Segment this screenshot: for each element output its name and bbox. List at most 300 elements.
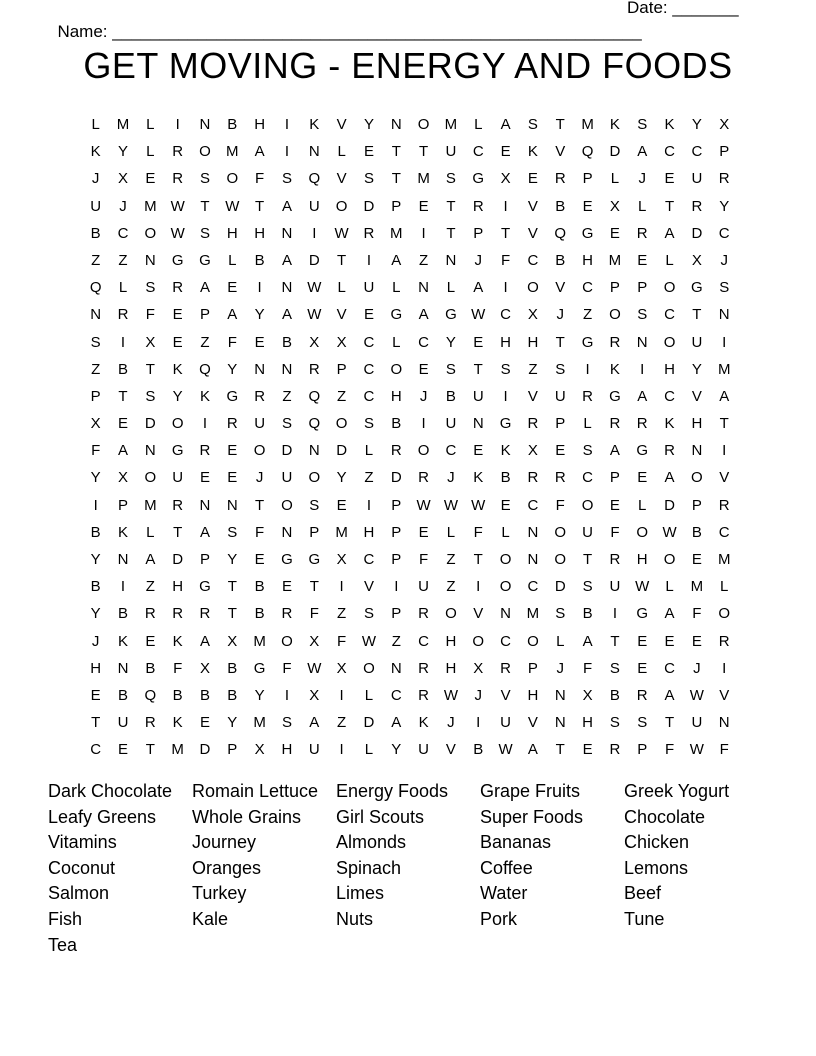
- grid-letter: F: [255, 523, 265, 541]
- grid-letter: B: [609, 686, 620, 704]
- grid-letter: L: [118, 279, 128, 297]
- grid-letter: U: [418, 578, 430, 596]
- grid-letter: O: [663, 551, 676, 568]
- grid-letter: B: [555, 197, 566, 215]
- grid-letter: K: [609, 360, 620, 378]
- grid-letter: M: [526, 605, 540, 623]
- grid-letter: P: [691, 496, 702, 514]
- grid-letter: K: [664, 415, 675, 433]
- grid-letter: U: [117, 714, 129, 732]
- grid-letter: C: [418, 333, 430, 351]
- grid-letter: E: [691, 551, 702, 568]
- grid-letter: T: [91, 714, 101, 732]
- grid-letter: I: [503, 279, 508, 297]
- grid-letter: X: [309, 632, 320, 650]
- grid-letter: F: [719, 741, 729, 759]
- grid-letter: L: [146, 523, 155, 541]
- grid-letter: T: [664, 197, 675, 215]
- word-list-item: Oranges: [192, 857, 262, 878]
- grid-letter: W: [635, 578, 650, 596]
- grid-letter: E: [691, 632, 702, 650]
- grid-letter: M: [144, 197, 157, 215]
- name-field-label: Name: ________________________________________________________: [57, 22, 642, 41]
- grid-letter: C: [527, 496, 539, 514]
- grid-letter: B: [582, 605, 593, 623]
- grid-letter: Y: [391, 741, 402, 759]
- grid-letter: P: [199, 551, 210, 568]
- grid-letter: V: [555, 279, 566, 297]
- grid-letter: B: [199, 686, 210, 704]
- grid-letter: W: [416, 496, 431, 514]
- grid-letter: L: [720, 578, 729, 596]
- grid-letter: K: [199, 387, 210, 405]
- grid-letter: Q: [308, 387, 321, 405]
- grid-letter: Z: [118, 251, 128, 269]
- grid-letter: W: [225, 197, 240, 215]
- grid-letter: X: [473, 659, 484, 677]
- grid-letter: N: [281, 360, 293, 378]
- grid-row: [82, 575, 738, 602]
- grid-letter: Y: [227, 551, 238, 568]
- grid-row: [82, 738, 738, 765]
- grid-letter: X: [145, 333, 156, 351]
- grid-letter: J: [474, 251, 482, 269]
- grid-letter: T: [501, 224, 511, 242]
- grid-letter: L: [556, 632, 565, 650]
- grid-letter: U: [582, 523, 593, 541]
- grid-letter: N: [281, 224, 293, 242]
- grid-letter: R: [609, 333, 621, 351]
- grid-letter: I: [612, 605, 617, 623]
- grid-letter: W: [689, 741, 704, 759]
- grid-letter: P: [90, 387, 101, 405]
- grid-row: [82, 331, 738, 358]
- grid-letter: P: [391, 551, 402, 568]
- grid-letter: C: [363, 360, 375, 378]
- grid-letter: R: [172, 143, 184, 161]
- grid-letter: P: [637, 279, 648, 297]
- grid-letter: L: [638, 496, 647, 514]
- grid-letter: E: [254, 333, 265, 351]
- grid-letter: O: [581, 496, 594, 514]
- grid-letter: N: [90, 306, 102, 324]
- grid-letter: J: [255, 469, 264, 487]
- grid-letter: L: [364, 741, 374, 759]
- grid-letter: E: [473, 333, 484, 351]
- grid-letter: B: [117, 686, 128, 704]
- grid-letter: R: [500, 659, 511, 677]
- grid-row: [82, 602, 738, 629]
- grid-letter: I: [585, 360, 590, 378]
- grid-letter: R: [172, 605, 184, 623]
- grid-letter: N: [418, 279, 430, 297]
- grid-letter: A: [418, 306, 429, 324]
- grid-letter: N: [390, 659, 402, 677]
- grid-letter: W: [334, 224, 349, 242]
- grid-letter: J: [720, 251, 728, 269]
- grid-letter: C: [664, 306, 675, 324]
- grid-letter: B: [172, 686, 183, 704]
- grid-letter: E: [418, 197, 429, 215]
- grid-letter: S: [281, 714, 292, 732]
- word-list-item: Energy Foods: [336, 781, 449, 801]
- grid-letter: E: [117, 741, 128, 759]
- grid-letter: E: [609, 496, 620, 514]
- grid-letter: O: [718, 605, 731, 623]
- word-list-item: Girl Scouts: [336, 806, 425, 827]
- grid-letter: S: [637, 714, 648, 732]
- grid-letter: T: [610, 632, 620, 650]
- grid-letter: W: [307, 306, 322, 324]
- grid-letter: K: [117, 632, 128, 650]
- grid-letter: O: [144, 469, 157, 487]
- grid-letter: O: [281, 632, 293, 650]
- grid-letter: B: [117, 605, 128, 623]
- grid-letter: X: [117, 469, 128, 487]
- grid-letter: T: [309, 578, 319, 596]
- grid-letter: S: [445, 170, 456, 188]
- grid-letter: V: [336, 116, 347, 133]
- grid-letter: C: [691, 143, 703, 161]
- grid-letter: R: [172, 170, 184, 188]
- grid-letter: A: [227, 306, 238, 324]
- grid-letter: K: [309, 116, 320, 133]
- grid-letter: S: [309, 496, 320, 514]
- grid-letter: H: [582, 251, 593, 269]
- grid-letter: L: [364, 442, 374, 460]
- grid-letter: O: [417, 442, 430, 460]
- grid-letter: E: [500, 143, 511, 161]
- grid-letter: E: [637, 469, 648, 487]
- grid-letter: F: [419, 551, 429, 568]
- grid-letter: I: [339, 741, 344, 759]
- word-list-item: Nuts: [336, 908, 374, 929]
- grid-letter: G: [581, 333, 594, 351]
- grid-letter: L: [665, 578, 674, 596]
- grid-letter: S: [145, 279, 156, 297]
- grid-letter: B: [227, 659, 238, 677]
- grid-row: [82, 494, 738, 521]
- grid-letter: B: [391, 415, 402, 433]
- grid-letter: O: [144, 224, 157, 242]
- grid-letter: W: [361, 632, 377, 650]
- grid-letter: G: [691, 279, 703, 297]
- word-list-item: Grape Fruits: [480, 781, 581, 801]
- grid-row: [82, 630, 738, 657]
- grid-letter: M: [335, 523, 348, 541]
- grid-row: [82, 412, 738, 439]
- grid-letter: Z: [200, 333, 210, 351]
- grid-letter: W: [498, 741, 513, 759]
- grid-letter: A: [391, 714, 402, 732]
- grid-letter: T: [555, 741, 565, 759]
- grid-letter: A: [637, 143, 648, 161]
- grid-letter: G: [199, 251, 211, 269]
- grid-letter: K: [172, 360, 183, 378]
- grid-letter: W: [307, 659, 322, 677]
- grid-letter: I: [120, 578, 126, 596]
- grid-letter: S: [500, 360, 511, 378]
- grid-letter: A: [664, 224, 675, 242]
- grid-letter: C: [527, 578, 539, 596]
- grid-letter: E: [199, 714, 210, 732]
- grid-letter: T: [200, 197, 210, 215]
- grid-letter: A: [145, 551, 156, 568]
- grid-letter: U: [363, 279, 375, 297]
- grid-letter: D: [554, 578, 566, 596]
- grid-letter: A: [199, 279, 210, 297]
- grid-letter: S: [227, 523, 238, 541]
- grid-letter: E: [90, 686, 101, 704]
- grid-letter: P: [309, 523, 320, 541]
- grid-letter: V: [473, 605, 484, 623]
- grid-letter: Q: [554, 224, 567, 242]
- grid-letter: B: [90, 578, 101, 596]
- grid-letter: G: [171, 442, 184, 460]
- grid-letter: F: [309, 605, 319, 623]
- grid-letter: R: [527, 415, 539, 433]
- grid-letter: I: [312, 224, 317, 242]
- grid-letter: E: [418, 523, 429, 541]
- grid-letter: Z: [391, 632, 401, 650]
- grid-letter: O: [609, 306, 621, 324]
- grid-letter: T: [446, 224, 456, 242]
- grid-letter: X: [199, 659, 210, 677]
- grid-letter: F: [555, 496, 565, 514]
- grid-letter: E: [637, 659, 648, 677]
- grid-letter: J: [447, 714, 455, 732]
- grid-letter: B: [254, 605, 265, 623]
- grid-letter: J: [693, 659, 701, 677]
- grid-letter: I: [366, 251, 372, 269]
- grid-letter: W: [170, 224, 185, 242]
- grid-letter: L: [610, 170, 620, 188]
- grid-letter: R: [718, 632, 730, 650]
- grid-letter: W: [307, 279, 322, 297]
- grid-letter: O: [171, 415, 184, 433]
- grid-letter: E: [117, 415, 128, 433]
- grid-letter: I: [120, 333, 126, 351]
- grid-letter: H: [691, 415, 703, 433]
- grid-letter: B: [227, 686, 238, 704]
- grid-letter: S: [145, 387, 156, 405]
- grid-letter: Y: [90, 605, 101, 623]
- grid-letter: R: [718, 496, 730, 514]
- grid-letter: M: [717, 360, 731, 378]
- grid-letter: O: [335, 415, 348, 433]
- grid-letter: E: [555, 442, 566, 460]
- grid-letter: R: [609, 551, 621, 568]
- grid-letter: E: [254, 551, 265, 568]
- grid-letter: L: [337, 143, 346, 161]
- grid-letter: M: [253, 632, 266, 650]
- grid-letter: A: [664, 686, 675, 704]
- grid-letter: E: [363, 306, 374, 324]
- grid-letter: I: [394, 578, 399, 596]
- grid-letter: P: [227, 741, 238, 759]
- grid-letter: H: [582, 714, 593, 732]
- grid-letter: O: [554, 523, 567, 541]
- grid-letter: Z: [582, 306, 593, 324]
- word-list-item: Water: [480, 883, 528, 904]
- grid-letter: X: [309, 333, 320, 351]
- grid-letter: D: [363, 197, 375, 215]
- grid-letter: U: [691, 333, 703, 351]
- grid-letter: O: [691, 469, 703, 487]
- grid-letter: K: [90, 143, 101, 161]
- grid-letter: J: [638, 170, 646, 188]
- grid-row: [82, 113, 738, 140]
- grid-letter: X: [336, 333, 347, 351]
- grid-letter: R: [418, 686, 430, 704]
- word-list-item: Lemons: [624, 857, 689, 878]
- grid-letter: A: [473, 279, 484, 297]
- grid-letter: R: [418, 605, 430, 623]
- grid-letter: X: [227, 632, 238, 650]
- grid-letter: G: [390, 306, 403, 324]
- grid-letter: Z: [364, 469, 374, 487]
- grid-letter: I: [640, 360, 645, 378]
- grid-letter: Y: [254, 686, 265, 704]
- grid-letter: S: [281, 415, 292, 433]
- word-list-item: Super Foods: [480, 806, 584, 827]
- grid-letter: X: [309, 686, 320, 704]
- grid-letter: S: [719, 279, 730, 297]
- grid-letter: N: [718, 306, 730, 324]
- grid-letter: M: [171, 741, 184, 759]
- grid-letter: Q: [89, 279, 102, 297]
- grid-letter: O: [527, 279, 539, 297]
- grid-letter: H: [445, 659, 457, 677]
- grid-letter: A: [281, 306, 292, 324]
- grid-letter: T: [337, 251, 347, 269]
- grid-letter: R: [554, 170, 566, 188]
- grid-letter: T: [419, 143, 429, 161]
- grid-letter: U: [418, 741, 430, 759]
- grid-letter: S: [363, 170, 374, 188]
- grid-letter: C: [718, 523, 730, 541]
- grid-row: [82, 195, 738, 222]
- grid-letter: D: [609, 143, 621, 161]
- grid-letter: I: [476, 714, 481, 732]
- grid-letter: F: [337, 632, 347, 650]
- grid-letter: G: [226, 387, 239, 405]
- grid-letter: M: [581, 116, 594, 133]
- grid-letter: G: [636, 442, 649, 460]
- grid-letter: N: [691, 442, 703, 460]
- grid-letter: H: [363, 523, 375, 541]
- word-list-item: Turkey: [192, 883, 247, 904]
- grid-letter: T: [227, 605, 237, 623]
- grid-letter: O: [335, 197, 348, 215]
- grid-letter: E: [500, 496, 511, 514]
- grid-letter: L: [364, 686, 374, 704]
- grid-letter: P: [391, 605, 402, 623]
- grid-letter: Y: [363, 116, 374, 133]
- grid-row: [82, 249, 738, 276]
- grid-letter: P: [609, 279, 620, 297]
- grid-letter: N: [144, 251, 156, 269]
- grid-letter: Y: [719, 197, 730, 215]
- grid-letter: P: [637, 741, 648, 759]
- grid-letter: S: [363, 605, 374, 623]
- grid-letter: I: [476, 578, 481, 596]
- grid-letter: V: [527, 714, 538, 732]
- grid-letter: T: [391, 143, 401, 161]
- grid-letter: E: [609, 224, 620, 242]
- grid-letter: I: [722, 442, 727, 460]
- grid-letter: T: [719, 415, 729, 433]
- page-title: GET MOVING - ENERGY AND FOODS: [83, 45, 733, 86]
- grid-letter: R: [226, 415, 238, 433]
- grid-letter: W: [471, 496, 486, 514]
- grid-letter: C: [527, 251, 539, 269]
- grid-letter: H: [527, 333, 539, 351]
- grid-letter: D: [144, 415, 156, 433]
- grid-letter: Y: [90, 469, 101, 487]
- word-row: [48, 933, 768, 959]
- grid-letter: I: [93, 496, 98, 514]
- grid-letter: R: [418, 659, 430, 677]
- grid-letter: H: [254, 116, 266, 133]
- grid-row: [82, 385, 738, 412]
- grid-letter: C: [472, 143, 484, 161]
- grid-letter: Y: [117, 143, 128, 161]
- grid-letter: X: [336, 551, 347, 568]
- grid-letter: W: [443, 686, 459, 704]
- grid-letter: R: [718, 170, 730, 188]
- grid-letter: M: [717, 551, 731, 568]
- grid-letter: T: [692, 306, 702, 324]
- grid-letter: O: [499, 551, 512, 568]
- grid-letter: C: [664, 143, 675, 161]
- grid-letter: G: [499, 415, 512, 433]
- grid-letter: F: [173, 659, 183, 677]
- grid-letter: V: [445, 741, 456, 759]
- grid-letter: C: [500, 306, 511, 324]
- grid-letter: S: [527, 116, 538, 133]
- grid-letter: N: [308, 143, 320, 161]
- grid-letter: B: [691, 523, 702, 541]
- grid-row: [82, 711, 738, 738]
- word-list-item: Almonds: [336, 832, 407, 853]
- grid-letter: P: [199, 306, 210, 324]
- grid-letter: B: [500, 469, 511, 487]
- date-field-label: Date: _______: [627, 0, 739, 17]
- grid-letter: R: [636, 224, 648, 242]
- grid-letter: L: [446, 279, 456, 297]
- word-row: [48, 856, 768, 882]
- grid-letter: U: [445, 415, 457, 433]
- grid-letter: E: [145, 632, 156, 650]
- grid-letter: X: [691, 251, 702, 269]
- grid-letter: V: [527, 387, 538, 405]
- grid-letter: R: [281, 605, 293, 623]
- grid-letter: E: [582, 197, 593, 215]
- grid-letter: L: [392, 333, 401, 351]
- grid-letter: S: [90, 333, 101, 351]
- grid-letter: P: [336, 360, 347, 378]
- grid-letter: B: [281, 333, 292, 351]
- grid-letter: A: [117, 442, 128, 460]
- word-list-item: Leafy Greens: [48, 806, 157, 827]
- grid-letter: R: [144, 605, 156, 623]
- grid-letter: H: [636, 551, 648, 568]
- grid-letter: G: [581, 224, 594, 242]
- grid-letter: M: [253, 714, 266, 732]
- grid-letter: U: [308, 741, 320, 759]
- grid-letter: P: [719, 143, 730, 161]
